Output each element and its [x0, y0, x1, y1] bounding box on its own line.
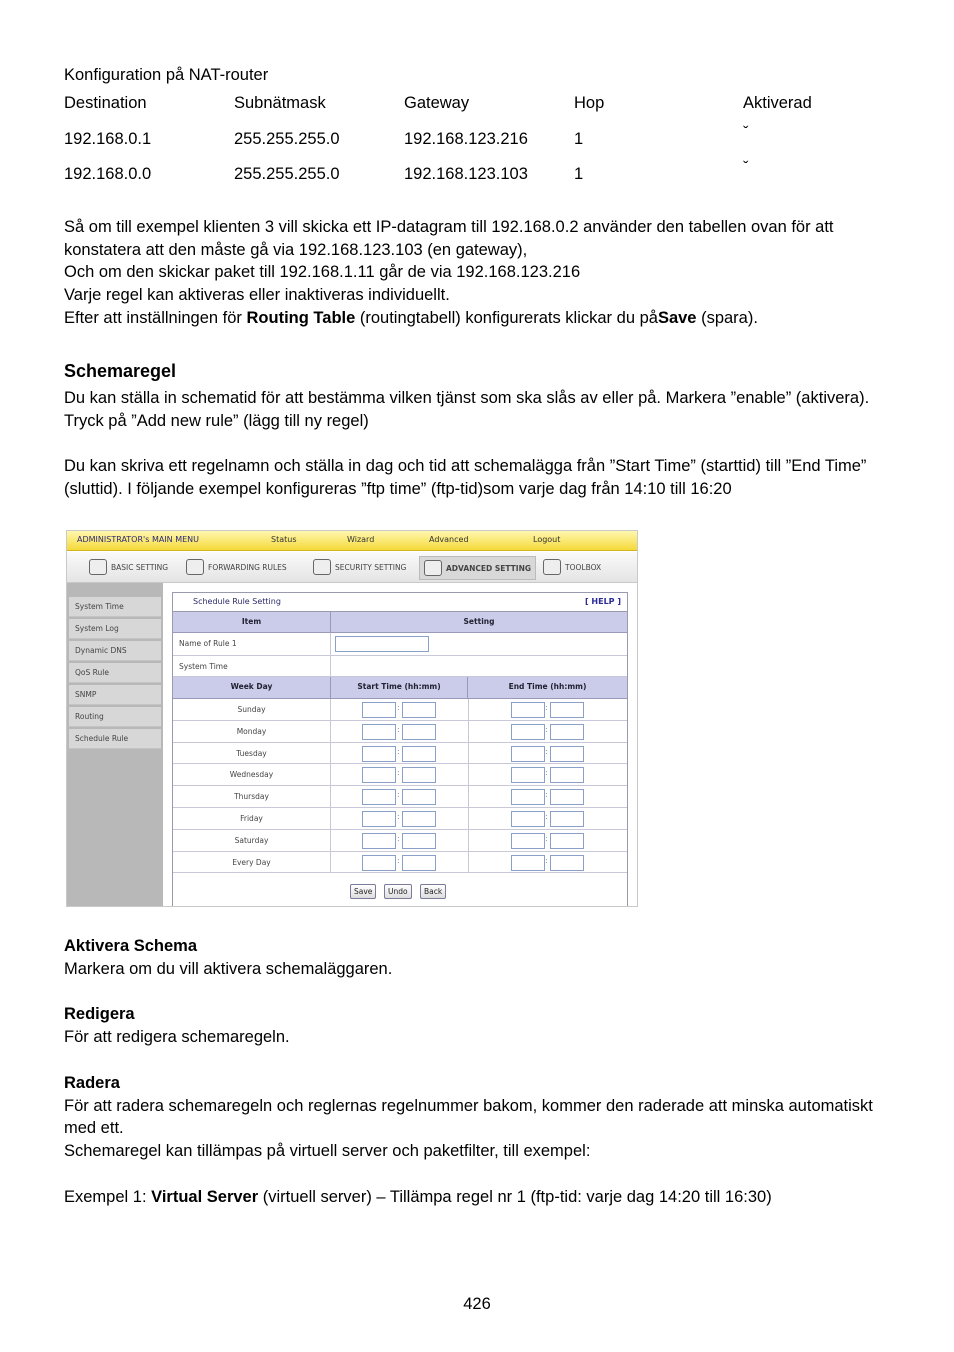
- time-separator: :: [545, 703, 548, 712]
- start-hour-input[interactable]: [362, 702, 396, 718]
- time-separator: :: [397, 790, 400, 800]
- tab-toolbox[interactable]: TOOLBOX: [539, 556, 605, 578]
- col-hop: Hop: [574, 94, 605, 112]
- tab-forwarding-rules[interactable]: FORWARDING RULES: [182, 556, 291, 578]
- system-time-label: System Time: [173, 656, 331, 677]
- system-time-value: [331, 656, 627, 677]
- radera-line: För att radera schemaregeln och reglernas regelnummer bakom, kommer den raderade att minska automatiskt med ett.: [64, 1096, 873, 1138]
- col-end-time-header: End Time (hh:mm): [468, 677, 627, 699]
- end-minute-input[interactable]: [550, 789, 584, 805]
- aktivera-heading: Aktivera Schema: [64, 937, 197, 955]
- start-hour-input[interactable]: [362, 767, 396, 783]
- end-minute-input[interactable]: [550, 746, 584, 762]
- time-separator: :: [545, 746, 548, 756]
- end-hour-input[interactable]: [511, 767, 545, 783]
- start-hour-input[interactable]: [362, 746, 396, 762]
- week-day-label: Monday: [173, 721, 331, 743]
- cell-gateway: 192.168.123.103: [404, 165, 528, 183]
- advanced-icon: [424, 560, 442, 576]
- time-separator: :: [397, 812, 400, 821]
- week-day-label: Friday: [173, 808, 331, 830]
- time-row: [331, 808, 627, 830]
- time-row: [331, 786, 627, 808]
- sidebar-item-routing[interactable]: Routing: [69, 707, 161, 727]
- explanation-line: Varje regel kan aktiveras eller inaktiveras individuellt.: [64, 286, 450, 305]
- week-day-label: Thursday: [173, 786, 331, 808]
- cell-hop: 1: [574, 165, 584, 183]
- radera-heading: Radera: [64, 1074, 120, 1092]
- cell-enabled: ˇ: [743, 159, 749, 177]
- routing-table-term: Routing Table: [246, 308, 356, 327]
- table-row: [0, 159, 954, 187]
- schedule-rule-panel: [172, 592, 628, 907]
- tab-security-setting[interactable]: SECURITY SETTING: [309, 556, 410, 578]
- time-separator: :: [397, 746, 400, 756]
- end-minute-input[interactable]: [550, 855, 584, 871]
- aktivera-section: [64, 935, 904, 980]
- time-row: [331, 764, 627, 786]
- start-minute-input[interactable]: [402, 833, 436, 849]
- aktivera-text: Markera om du vill aktivera schemaläggaren.: [64, 959, 393, 978]
- end-minute-input[interactable]: [550, 724, 584, 740]
- column-divider: [468, 830, 469, 851]
- logout-link[interactable]: Logout: [533, 535, 561, 544]
- column-divider: [468, 721, 469, 742]
- panel-title: Schedule Rule Setting: [193, 597, 281, 606]
- sidebar-item-schedule-rule[interactable]: Schedule Rule: [69, 729, 161, 749]
- week-day-label: Tuesday: [173, 743, 331, 765]
- col-enabled: Aktiverad: [743, 94, 812, 112]
- section-heading-schemaregel: Schemaregel: [64, 361, 177, 381]
- sidebar-item-system-log[interactable]: System Log: [69, 619, 161, 639]
- time-separator: :: [545, 812, 548, 821]
- start-hour-input[interactable]: [362, 855, 396, 871]
- name-of-rule-label: Name of Rule 1: [173, 633, 331, 656]
- week-day-label: Sunday: [173, 699, 331, 721]
- week-day-label: Every Day: [173, 852, 331, 874]
- start-hour-input[interactable]: [362, 789, 396, 805]
- column-divider: [468, 808, 469, 829]
- redigera-text: För att redigera schemaregeln.: [64, 1027, 290, 1046]
- start-hour-input[interactable]: [362, 811, 396, 827]
- top-menu-bar: [67, 531, 637, 551]
- sidebar-item-system-time[interactable]: System Time: [69, 597, 161, 617]
- end-hour-input[interactable]: [511, 811, 545, 827]
- column-divider: [468, 764, 469, 785]
- example-line: Exempel 1: Virtual Server (virtuell server) – Tillämpa regel nr 1 (ftp-tid: varje dag 14:20 till 16:30): [64, 1187, 772, 1206]
- explanation-line: Efter att inställningen för Routing Table (routingtabell) konfigurerats klickar du påSave (spara).: [64, 308, 758, 327]
- time-separator: :: [545, 833, 548, 843]
- end-hour-input[interactable]: [511, 702, 545, 718]
- col-gateway: Gateway: [404, 94, 470, 112]
- radera-section: [64, 1072, 904, 1208]
- forward-icon: [186, 559, 204, 575]
- end-hour-input[interactable]: [511, 833, 545, 849]
- back-button[interactable]: Back: [420, 884, 446, 899]
- wizard-link[interactable]: Wizard: [347, 535, 375, 544]
- side-menu: [67, 583, 163, 906]
- routing-explanation: [64, 216, 904, 330]
- col-week-day-header: Week Day: [173, 677, 331, 699]
- time-separator: :: [545, 855, 548, 865]
- routing-header-row: [0, 94, 954, 116]
- radera-line: Schemaregel kan tillämpas på virtuell server och paketfilter, till exempel:: [64, 1142, 591, 1161]
- time-separator: :: [545, 724, 548, 734]
- schema-line: Tryck på ”Add new rule” (lägg till ny regel): [64, 411, 369, 430]
- start-minute-input[interactable]: [402, 746, 436, 762]
- start-minute-input[interactable]: [402, 855, 436, 871]
- name-setting-cell: [331, 633, 627, 656]
- tab-bar: [67, 552, 637, 583]
- start-hour-input[interactable]: [362, 724, 396, 740]
- time-separator: :: [397, 833, 400, 843]
- column-divider: [468, 699, 469, 720]
- cell-gateway: 192.168.123.216: [404, 130, 528, 148]
- router-schedule-screenshot: [66, 530, 638, 907]
- time-separator: :: [397, 703, 400, 712]
- page-number: 426: [463, 1295, 491, 1313]
- end-hour-input[interactable]: [511, 789, 545, 805]
- sidebar-item-qos-rule[interactable]: QoS Rule: [69, 663, 161, 683]
- start-hour-input[interactable]: [362, 833, 396, 849]
- end-minute-input[interactable]: [550, 767, 584, 783]
- column-divider: [468, 852, 469, 873]
- folder-icon: [89, 559, 107, 575]
- week-day-label: Wednesday: [173, 764, 331, 786]
- cell-destination: 192.168.0.1: [64, 130, 152, 148]
- status-link[interactable]: Status: [271, 535, 297, 544]
- sidebar-item-snmp[interactable]: SNMP: [69, 685, 161, 705]
- panel-header: [173, 593, 627, 612]
- sidebar-item-dynamic-dns[interactable]: Dynamic DNS: [69, 641, 161, 661]
- col-subnet: Subnätmask: [234, 94, 326, 112]
- schema-intro: [64, 387, 904, 501]
- cell-hop: 1: [574, 130, 584, 148]
- tab-advanced-setting[interactable]: ADVANCED SETTING: [419, 556, 536, 580]
- tab-basic-setting[interactable]: BASIC SETTING: [85, 556, 172, 578]
- rule-name-input[interactable]: [335, 636, 429, 652]
- undo-button[interactable]: Undo: [384, 884, 412, 899]
- cell-subnet: 255.255.255.0: [234, 130, 340, 148]
- schema-line: Du kan ställa in schematid för att bestämma vilken tjänst som ska slås av eller på. Markera ”enable” (aktivera).: [64, 389, 870, 407]
- advanced-link[interactable]: Advanced: [429, 535, 469, 544]
- start-minute-input[interactable]: [402, 702, 436, 718]
- end-minute-input[interactable]: [550, 811, 584, 827]
- column-divider: [468, 786, 469, 807]
- time-separator: :: [545, 768, 548, 778]
- schema-line: Du kan skriva ett regelnamn och ställa in dag och tid att schemalägga från ”Start Time” (starttid) till ”End Time” (sluttid). I följande exempel konfigureras ”ftp time” (ftp-tid)som varje dag från 14:10 till 16:20: [64, 457, 867, 498]
- time-row: [331, 852, 627, 874]
- col-destination: Destination: [64, 94, 147, 112]
- time-row: [331, 699, 627, 721]
- end-minute-input[interactable]: [550, 833, 584, 849]
- routing-caption: Konfiguration på NAT-router: [64, 66, 269, 84]
- col-start-time-header: Start Time (hh:mm): [331, 677, 468, 699]
- help-link[interactable]: [ HELP ]: [584, 597, 621, 606]
- end-hour-input[interactable]: [511, 746, 545, 762]
- time-separator: :: [397, 855, 400, 865]
- end-hour-input[interactable]: [511, 724, 545, 740]
- start-minute-input[interactable]: [402, 767, 436, 783]
- start-minute-input[interactable]: [402, 724, 436, 740]
- col-item-header: Item: [173, 612, 331, 633]
- end-hour-input[interactable]: [511, 855, 545, 871]
- time-separator: :: [545, 790, 548, 800]
- main-menu-label: ADMINISTRATOR's MAIN MENU: [77, 535, 199, 544]
- explanation-line: Och om den skickar paket till 192.168.1.11 går de via 192.168.123.216: [64, 263, 581, 282]
- shield-icon: [313, 559, 331, 575]
- cell-enabled: ˇ: [743, 124, 749, 142]
- column-divider: [468, 743, 469, 764]
- end-minute-input[interactable]: [550, 702, 584, 718]
- time-separator: :: [397, 768, 400, 778]
- redigera-section: [64, 1003, 904, 1048]
- time-row: [331, 830, 627, 852]
- toolbox-icon: [543, 559, 561, 575]
- save-button[interactable]: Save: [350, 884, 376, 899]
- save-term: Save: [657, 308, 697, 327]
- redigera-heading: Redigera: [64, 1005, 135, 1023]
- time-row: [331, 743, 627, 765]
- table-row: [0, 124, 954, 152]
- cell-subnet: 255.255.255.0: [234, 165, 340, 183]
- cell-destination: 192.168.0.0: [64, 165, 152, 183]
- start-minute-input[interactable]: [402, 789, 436, 805]
- explanation-line: Så om till exempel klienten 3 vill skicka ett IP-datagram till 192.168.0.2 använder den tabellen ovan för att konstatera att den måste gå via 192.168.123.103 (en gateway),: [64, 218, 834, 259]
- virtual-server-term: Virtual Server: [151, 1187, 259, 1206]
- week-day-label: Saturday: [173, 830, 331, 852]
- start-minute-input[interactable]: [402, 811, 436, 827]
- col-setting-header: Setting: [331, 612, 627, 633]
- time-row: [331, 721, 627, 743]
- time-separator: :: [397, 724, 400, 734]
